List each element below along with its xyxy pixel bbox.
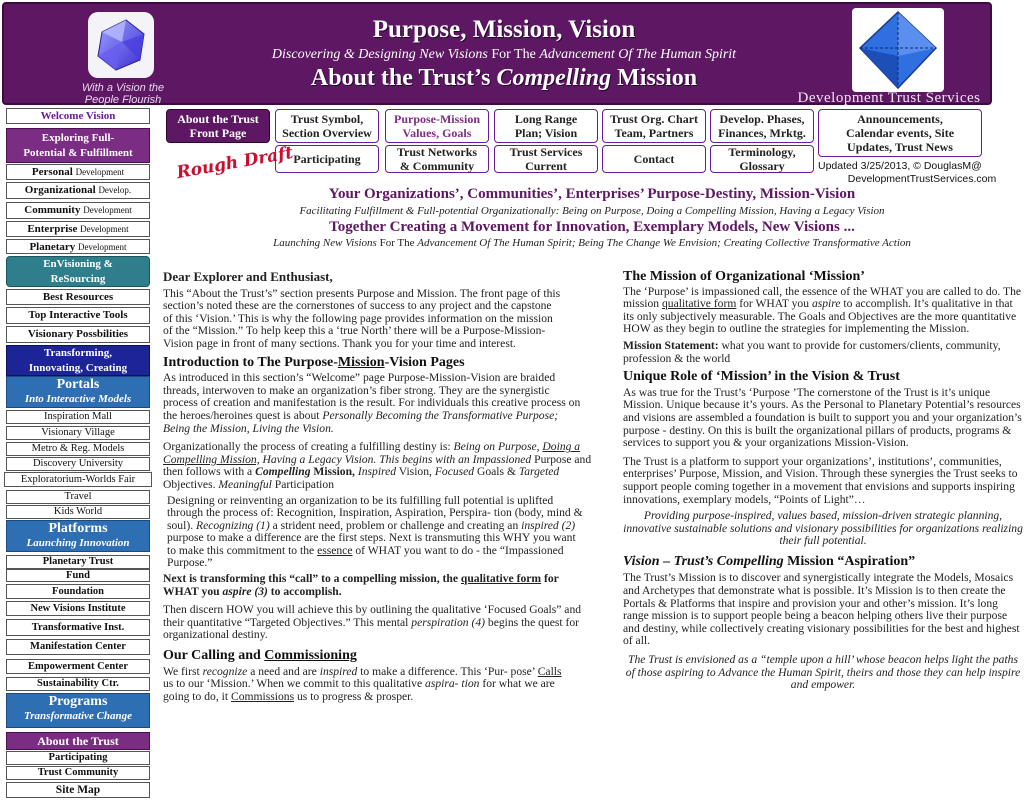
mission-body: The ‘Purpose’ is impassioned call, the essence of the WHAT you are called to do. The mission qualitative form for WHAT you aspire to accomplish. It’s qualitative in that its only subjectively measurable. The Goals and Objectives are the more quantitative HOW as they begin to outline the strategies for implementing the Mission. [623, 284, 1022, 336]
mission-heading: The Mission of Organizational ‘Mission’ [623, 269, 865, 284]
nav-transformative-institute[interactable]: Transformative Inst. [6, 619, 150, 636]
header-title: Purpose, Mission, Vision [372, 16, 636, 43]
tab-participating[interactable]: Participating [275, 145, 379, 173]
tab-org-chart[interactable]: Trust Org. Chart Team, Partners [602, 109, 706, 143]
nav-top-interactive-tools[interactable]: Top Interactive Tools [6, 307, 150, 324]
nav-participating[interactable]: Participating [6, 751, 150, 765]
tab-develop-phases[interactable]: Develop. Phases, Finances, Mrktg. [710, 109, 814, 143]
vision-heading: Vision – Trust’s Compelling Mission “Aspiration” [623, 553, 916, 569]
intro-body-4: Next is transforming this “call” to a compelling mission, the qualitative form for WHAT you aspire (3) to accomplish. [163, 572, 559, 598]
nav-travel[interactable]: Travel [6, 490, 150, 504]
tab-terminology[interactable]: Terminology, Glossary [710, 145, 814, 173]
tab-purpose-mission[interactable]: Purpose-Mission Values, Goals [385, 109, 489, 143]
tab-front-page[interactable]: About the Trust Front Page [166, 109, 270, 143]
nav-fund[interactable]: Fund [6, 569, 150, 582]
tab-trust-networks[interactable]: Trust Networks & Community [385, 145, 489, 173]
intro-body-3: Designing or reinventing an organization to be its fulfilling full potential is uplifted through the process of: Recognition, Inspiration, Aspiration, Perspira- tion (body, mind & soul). Recognizing (1) a strident need, problem or challenge and creating an inspired (2) purpose to make a difference are the first steps. Next is transmuting this WHY you want to make this commitment to the essence of WHAT you want to do - the “Impassioned Purpose.” [167, 493, 583, 570]
nav-discovery-university[interactable]: Discovery University [6, 457, 150, 471]
nav-planetary-trust[interactable]: Planetary Trust [6, 555, 150, 569]
rough-draft-label: Rough Draft [175, 142, 295, 184]
unique-role-body-2: The Trust is a platform to support your organizations’, institutions’, communities, enterprises’ Purpose, Mission, and Vision. Through these synergies the Trust seeks to support people coming together in a movement that envisions and supports inspiring innovations, exemplary models, “Points of Light”… [623, 454, 1018, 506]
header-subtitle: Discovering & Designing New Visions For The Advancement Of The Human Spirit [271, 47, 737, 62]
tab-announcements[interactable]: Announcements, Calendar events, Site Updates, Trust News [818, 109, 982, 157]
nav-enterprise-development[interactable]: Enterprise Development [6, 221, 150, 237]
nav-community-development[interactable]: Community Development [6, 202, 150, 219]
mission-statement: Mission Statement: what you want to provide for customers/clients, community, profession & the world [623, 338, 1001, 365]
nav-planetary-development[interactable]: Planetary Development [6, 239, 150, 254]
nav-platforms[interactable]: Platforms Launching Innovation [6, 520, 150, 552]
nav-sustainability-center[interactable]: Sustainability Ctr. [6, 677, 150, 691]
nav-empowerment-center[interactable]: Empowerment Center [6, 659, 150, 674]
tab-trust-symbol[interactable]: Trust Symbol, Section Overview [275, 109, 379, 143]
nav-programs[interactable]: Programs Transformative Change [6, 693, 150, 728]
octahedron-emblem-icon [852, 8, 944, 92]
page-title: About the Trust’s Compelling Mission [310, 65, 698, 91]
intro-heading: Introduction to The Purpose-Mission-Vision Pages [163, 354, 465, 370]
intro-paragraph: This “About the Trust’s” section presents Purpose and Mission. The front page of this section’s noted these are the cornerstones of success to any project and the capstone of this ‘Vision.’ This is why the following page provides information on the mission of the “Mission.” To help keep this a ‘true North’ there will be a Purpose-Mission-Vision page in front of many sections. Thank you for your time and interest. [163, 286, 561, 350]
header-tagline: With a Vision the People Flourish [81, 82, 165, 106]
nav-portals[interactable]: Portals Into Interactive Models [6, 376, 150, 408]
unique-role-heading: Unique Role of ‘Mission’ in the Vision & Trust [623, 369, 900, 385]
nav-personal-development[interactable]: Personal Development [6, 164, 150, 180]
nav-envisioning-resourcing[interactable]: EnVisioning & ReSourcing [6, 256, 150, 287]
intro-body-5: Then discern HOW you will achieve this by outlining the qualitative ‘Focused Goals” and their quantitative “Targeted Objectives.” This mental perspiration (4) begins the quest for organizational destiny. [163, 603, 582, 642]
nav-inspiration-mall[interactable]: Inspiration Mall [6, 410, 150, 424]
brand-name: Development Trust Services [797, 90, 981, 106]
site-header [2, 2, 992, 105]
nav-best-resources[interactable]: Best Resources [6, 289, 150, 305]
nav-new-visions-institute[interactable]: New Visions Institute [6, 601, 150, 616]
unique-role-body-3: Providing purpose-inspired, values based, mission-driven strategic planning, innovative sustainable solutions and visionary possibilities for organizations realizing their full potential. [623, 509, 1023, 548]
tab-contact[interactable]: Contact [602, 145, 706, 173]
nav-visionary-possibilities[interactable]: Visionary Possbilities [6, 326, 150, 343]
unique-role-body-1: As was true for the Trust’s ‘Purpose ’The cornerstone of the Trust is it’s unique Mission. Unique because it’s yours. As the Personal to Planetary Potential’s resources and visions are assembled a foundation is built to support you and your organization’s purpose - destiny. On this is built the organizational pillars of products, programs & services to support you & your organizations Mission-Vision. [623, 385, 1022, 450]
nav-exploratorium[interactable]: Exploratorium-Worlds Fair [4, 472, 152, 487]
nav-visionary-village[interactable]: Visionary Village [6, 426, 150, 440]
nav-kids-world[interactable]: Kids World [6, 505, 150, 519]
vision-body-1: The Trust’s Mission is to discover and synergistically integrate the Models, Mosaics and Archetypes that demonstrate what is possible. It’s Mission is to then create the Portals & Platforms that inspire and provision your and other’s mission. It’s long range mission is to support people being a beacon helping others live their purpose and destiny, while collectively creating visionary possibilities for the best and highest of all. [623, 571, 1020, 648]
greeting: Dear Explorer and Enthusiast, [163, 269, 333, 284]
nav-welcome-vision[interactable]: Welcome Vision [6, 108, 150, 124]
nav-exploring-full-potential[interactable]: Exploring Full- Potential & Fulfillment [6, 128, 150, 163]
updated-notice: Updated 3/25/2013, © DouglasM@ DevelopmentTrustServices.com [818, 160, 997, 185]
nav-organizational-development[interactable]: Organizational Develop. [6, 182, 150, 199]
crystal-cube-logo-icon [88, 12, 154, 78]
intro-body-1: As introduced in this section’s “Welcome” page Purpose-Mission-Vision are braided threads, interwoven to make an organization’s fiber strong. They are the synergistic process of creation and manifestation is the result. For individuals this creative process on the heroes/heroines quest is about Personally Becoming the Transformative Purpose; Being the Mission, Living the Vision. [163, 371, 581, 435]
slogan-heading-1: Your Organizations’, Communities’, Enterprises’ Purpose-Destiny, Mission-Vision [328, 186, 856, 202]
tab-long-range-plan[interactable]: Long Range Plan; Vision [494, 109, 598, 143]
nav-trust-community[interactable]: Trust Community [6, 766, 150, 780]
right-content-column [623, 271, 1023, 692]
nav-metro-models[interactable]: Metro & Reg. Models [6, 442, 150, 456]
nav-transforming-innovating[interactable]: Transforming, Innovating, Creating [6, 345, 150, 376]
slogan-text-2: Launching New Visions For The Advancement Of The Human Spirit; Being The Change We Envision; Creating Collective Transformative Action [273, 237, 911, 249]
intro-body-2: Organizationally the process of creating a fulfilling destiny is: Being on Purpose, Doing a Compelling Mission, Having a Legacy Vision. This begins with an Impassioned Purpose and then follows with a Compelling Mission, Inspired Vision, Focused Goals & Targeted Objectives. Meaningful Participation [163, 440, 592, 491]
vision-body-2: The Trust is envisioned as a “temple upon a hill’ whose beacon helps light the paths of those aspiring to Advance the Human Spirit, theirs and those they can help inspire and empower. [625, 653, 1021, 692]
calling-body: We first recognize a need and are inspired to make a difference. This ‘Pur- pose’ Calls us to our ‘Mission.’ When we commit to this qualitative aspira- tion for what we are going to do, it Commissions us to progress & prosper. [163, 664, 562, 703]
slogan-text-1: Facilitating Fulfillment & Full-potential Organizationally: Being on Purpose, Doing a Compelling Mission, Having a Legacy Vision [299, 205, 885, 217]
slogan-heading-2: Together Creating a Movement for Innovation, Exemplary Models, New Visions ... [329, 219, 855, 235]
nav-foundation[interactable]: Foundation [6, 584, 150, 599]
calling-heading: Our Calling and Commissioning [163, 648, 357, 664]
nav-about-the-trust[interactable]: About the Trust [6, 732, 150, 750]
nav-site-map[interactable]: Site Map [6, 782, 150, 798]
nav-manifestation-center[interactable]: Manifestation Center [6, 639, 150, 655]
tab-trust-services[interactable]: Trust Services Current [494, 145, 598, 173]
left-content-column [163, 271, 603, 703]
